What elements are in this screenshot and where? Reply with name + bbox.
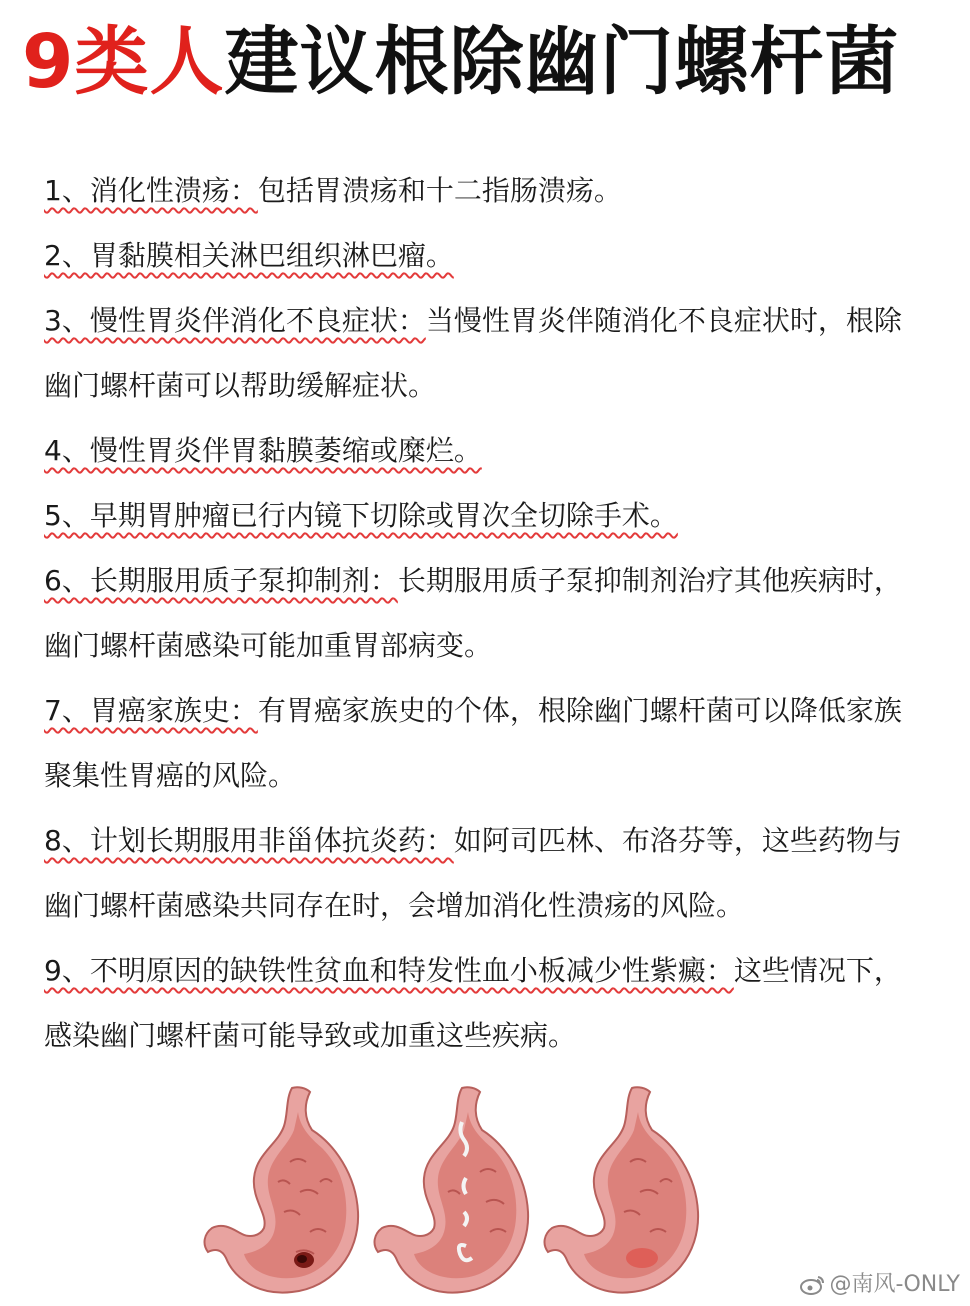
stomach-bacteria-image: [370, 1082, 538, 1302]
item-body: 包括胃溃疡和十二指肠溃疡。: [257, 174, 622, 207]
list-item: [44, 158, 924, 223]
item-body: 这些情况下，感染幽门螺杆菌可能导致或加重这些疾病。: [44, 954, 902, 1052]
list-item: [44, 938, 924, 1068]
list-item: [44, 808, 924, 938]
list-item: [44, 223, 924, 288]
list-item: [44, 483, 924, 548]
stomach-ulcer-image: [200, 1082, 368, 1302]
item-heading: 1、消化性溃疡：: [44, 174, 258, 207]
list-item: [44, 418, 924, 483]
item-heading: 8、计划长期服用非甾体抗炎药：: [44, 824, 454, 857]
title-rest: 建议根除幽门螺杆菌: [224, 19, 900, 105]
stomach-inflammation-image: [540, 1082, 708, 1302]
item-heading: 7、胃癌家族史：: [44, 694, 258, 727]
item-heading: 5、早期胃肿瘤已行内镜下切除或胃次全切除手术。: [44, 499, 678, 532]
item-body: 当慢性胃炎伴随消化不良症状时，根除幽门螺杆菌可以帮助缓解症状。: [44, 304, 902, 402]
stomach-illustrations: [200, 1082, 720, 1302]
item-heading: 2、胃黏膜相关淋巴组织淋巴瘤。: [44, 239, 454, 272]
item-list: [44, 158, 924, 1068]
weibo-icon: [800, 1274, 826, 1296]
item-heading: 3、慢性胃炎伴消化不良症状：: [44, 304, 426, 337]
watermark: [800, 1270, 961, 1300]
page-title: [22, 14, 962, 110]
item-body: 如阿司匹林、布洛芬等，这些药物与幽门螺杆菌感染共同存在时，会增加消化性溃疡的风险。: [44, 824, 902, 922]
item-heading: 9、不明原因的缺铁性贫血和特发性血小板减少性紫癜：: [44, 954, 734, 987]
item-heading: 6、长期服用质子泵抑制剂：: [44, 564, 398, 597]
list-item: [44, 678, 924, 808]
title-highlight: 9类人: [22, 19, 225, 105]
item-body: 长期服用质子泵抑制剂治疗其他疾病时，幽门螺杆菌感染可能加重胃部病变。: [44, 564, 902, 662]
watermark-text: @南风-ONLY: [829, 1272, 960, 1297]
item-body: 有胃癌家族史的个体，根除幽门螺杆菌可以降低家族聚集性胃癌的风险。: [44, 694, 902, 792]
list-item: [44, 288, 924, 418]
list-item: [44, 548, 924, 678]
item-heading: 4、慢性胃炎伴胃黏膜萎缩或糜烂。: [44, 434, 482, 467]
